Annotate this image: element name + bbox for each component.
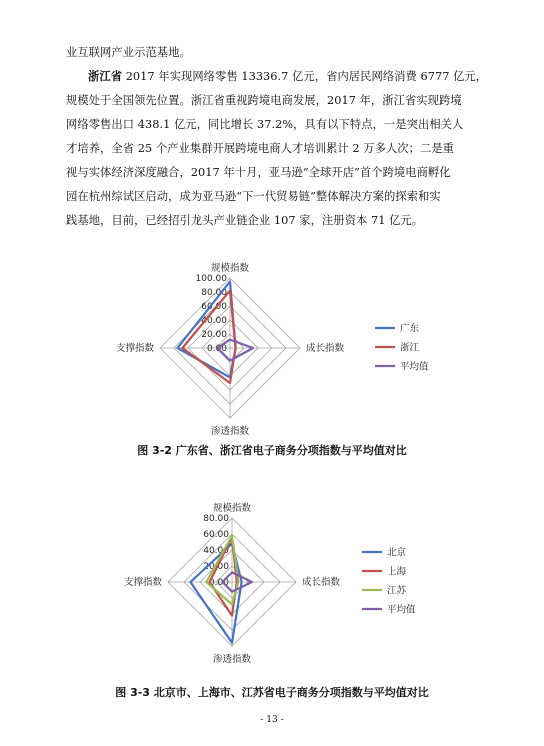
page-number: - 13 - — [260, 715, 284, 725]
radar-tick-label: 80.00 — [201, 288, 227, 298]
radar-axis-label: 支撑指数 — [123, 577, 162, 588]
zhejiang-paragraph-line-7: 践基地，目前，已经招引龙头产业链企业 107 家，注册资本 71 亿元。 — [66, 214, 424, 227]
radar-tick-label: 100.00 — [195, 274, 227, 284]
zhejiang-paragraph-line-1: 浙江省 2017 年实现网络零售 13336.7 亿元，省内居民网络消费 6777 亿元， — [88, 69, 488, 83]
legend-label: 广东 — [400, 323, 420, 335]
figure-3-3-caption: 图 3-3 北京市、上海市、江苏省电子商务分项指数与平均值对比 — [115, 686, 429, 699]
legend-label: 浙江 — [400, 342, 420, 354]
legend-label: 上海 — [387, 566, 407, 578]
radar-axis-label: 规模指数 — [212, 503, 252, 514]
radar-axis-label: 渗透指数 — [212, 654, 252, 665]
zhejiang-paragraph-line-6: 园在杭州综试区启动，成为亚马逊“下一代贸易链”整体解决方案的探索和实 — [66, 190, 441, 203]
radar-tick-label: 20.00 — [201, 330, 227, 340]
radar-axis-label: 渗透指数 — [210, 426, 250, 437]
radar-tick-label: 40.00 — [203, 546, 229, 556]
radar-tick-label: 20.00 — [203, 562, 229, 572]
radar-tick-label: 80.00 — [203, 514, 229, 524]
zhejiang-paragraph-line-3: 网络零售出口 438.1 亿元，同比增长 37.2%，具有以下特点，一是突出相关人 — [66, 118, 464, 131]
radar-axis-label: 规模指数 — [210, 263, 250, 274]
zhejiang-paragraph-line-2: 规模处于全国领先位置。浙江省重视跨境电商发展，2017 年，浙江省实现跨境 — [66, 94, 462, 107]
figure-3-2-caption: 图 3-2 广东省、浙江省电子商务分项指数与平均值对比 — [137, 444, 407, 457]
radar-axis-label: 成长指数 — [302, 577, 341, 588]
zhejiang-paragraph-line-4: 才培养，全省 25 个产业集群开展跨境电商人才培训累计 2 万多人次；二是重 — [66, 142, 455, 155]
radar-tick-label: 60.00 — [203, 530, 229, 540]
zhejiang-province-name: 浙江省 — [88, 69, 123, 83]
legend-label: 平均值 — [400, 361, 429, 373]
radar-tick-label: 0.00 — [206, 344, 227, 354]
paragraph-intro-tail: 业互联网产业示范基地。 — [66, 46, 191, 59]
radar-tick-label: 60.00 — [201, 302, 227, 312]
legend-label: 北京 — [387, 547, 407, 559]
legend-label: 平均值 — [387, 604, 416, 616]
radar-tick-label: 40.00 — [201, 316, 227, 326]
legend-label: 江苏 — [387, 585, 407, 597]
radar-axis-label: 成长指数 — [306, 343, 345, 354]
zhejiang-paragraph-line-5: 视与实体经济深度融合，2017 年十月，亚马逊“全球开店”首个跨境电商孵化 — [66, 166, 451, 179]
radar-tick-label: 0.00 — [208, 578, 229, 588]
radar-axis-label: 支撑指数 — [115, 343, 154, 354]
